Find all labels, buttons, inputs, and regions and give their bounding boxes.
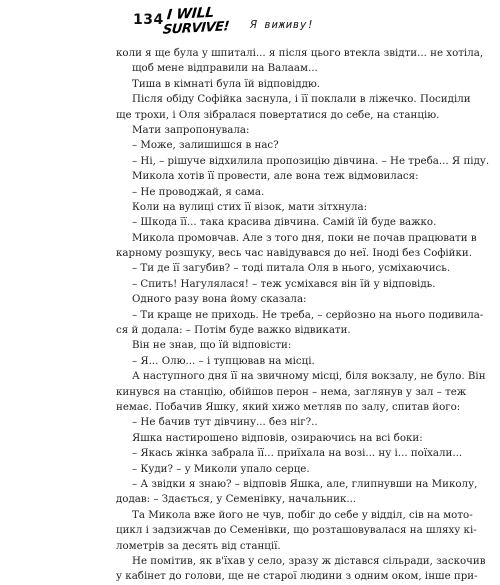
text-line: – Ти де її загубив? – тоді питала Оля в нього, усміхаючись. [132,262,451,275]
text-line: цикл і задзижчав до Семенівки, що розташовувалася на шляху кі- [116,524,477,537]
text-line: кинувся на станцію, обійшов перон – нема, заглянув у зал – теж [116,385,467,398]
text-line: – Ти краще не приходь. Не треба, – серйозно на нього подивила- [132,308,484,321]
text-line: – Якась жінка забрала її... приїхала на возі... ну і... поїхали... [132,447,463,460]
text-line: ся й додала: – Потім буде важко відвикати. [116,324,351,337]
text-line: Не помітив, як в'їхав у село, зразу ж дістався сільради, заскочив [132,554,486,567]
body-text [116,46,490,585]
text-line: ще трохи, і Оля зібралася повертатися до себе, на станцію. [116,108,440,121]
book-logo [163,6,241,40]
logo-line-2: SURVIVE! [162,19,230,38]
text-line: Одного разу вона йому сказала: [132,293,307,306]
text-line: – Може, залишишся в нас? [132,139,279,152]
text-line: Після обіду Софійка заснула, і її поклали в ліжечко. Посиділи [132,93,471,106]
text-line: у кабінет до голови, ще не старої людини з одним оком, інше при- [116,570,478,583]
text-line: Микола промовчав. Але з того дня, поки не почав працювати в [132,231,477,244]
text-line: – Не бачив тут дівчину... без ніг?.. [132,416,318,429]
page-number: 134 [133,12,164,28]
text-line: Та Микола вже його не чув, побіг до себе у відділ, сів на мото- [132,508,473,521]
text-line: – Шкода її... така красива дівчина. Самій їй буде важко. [132,216,437,229]
logo-line-1: I WILL [166,4,215,24]
text-line: Тиша в кімнаті була їй відповіддю. [132,77,321,90]
text-line: щоб мене відправили на Валаам... [132,62,318,75]
text-line: А наступного дня її на звичному місці, біля вокзалу, не було. Він [132,370,486,383]
page-header [133,6,433,40]
text-line: немає. Побачив Яшку, який хижо метляв по залу, спитав його: [116,400,461,413]
text-line: – Я... Олю... – і тупцював на місці. [132,354,315,367]
text-line: додав: – Здається, у Семенівку, начальник... [116,493,357,506]
text-line: Він не знав, що їй відповісти: [132,339,292,352]
chapter-title: Я виживу! [250,18,315,31]
text-line: карному розшуку, весь час навідувався до неї. Іноді без Софійки. [116,247,472,260]
text-line: Коли на вулиці стих її візок, мати зітхнула: [132,200,368,213]
text-line: – А звідки я знаю? – відповів Яшка, але, глипнувши на Миколу, [132,477,478,490]
text-line: Яшка настирошено відповів, озираючись на всі боки: [132,431,423,444]
text-line: – Куди? – у Миколи упало серце. [132,462,310,475]
text-line: коли я ще була у шпиталі... я після цього втекла звідти... не хотіла, [116,47,484,59]
text-line: – Спить! Нагулялася! – теж усміхався він їй у відповідь. [132,277,436,290]
text-line: Мати запропонувала: [132,123,250,136]
text-line: – Не проводжай, я сама. [132,185,265,198]
text-line: – Ні, – рішуче відхилила пропозицію дівчина. – Не треба... Я піду. [132,154,490,167]
text-line: Микола хотів її провести, але вона теж відмовилася: [132,170,419,183]
text-line: лометрів за десять від станції. [116,539,281,552]
